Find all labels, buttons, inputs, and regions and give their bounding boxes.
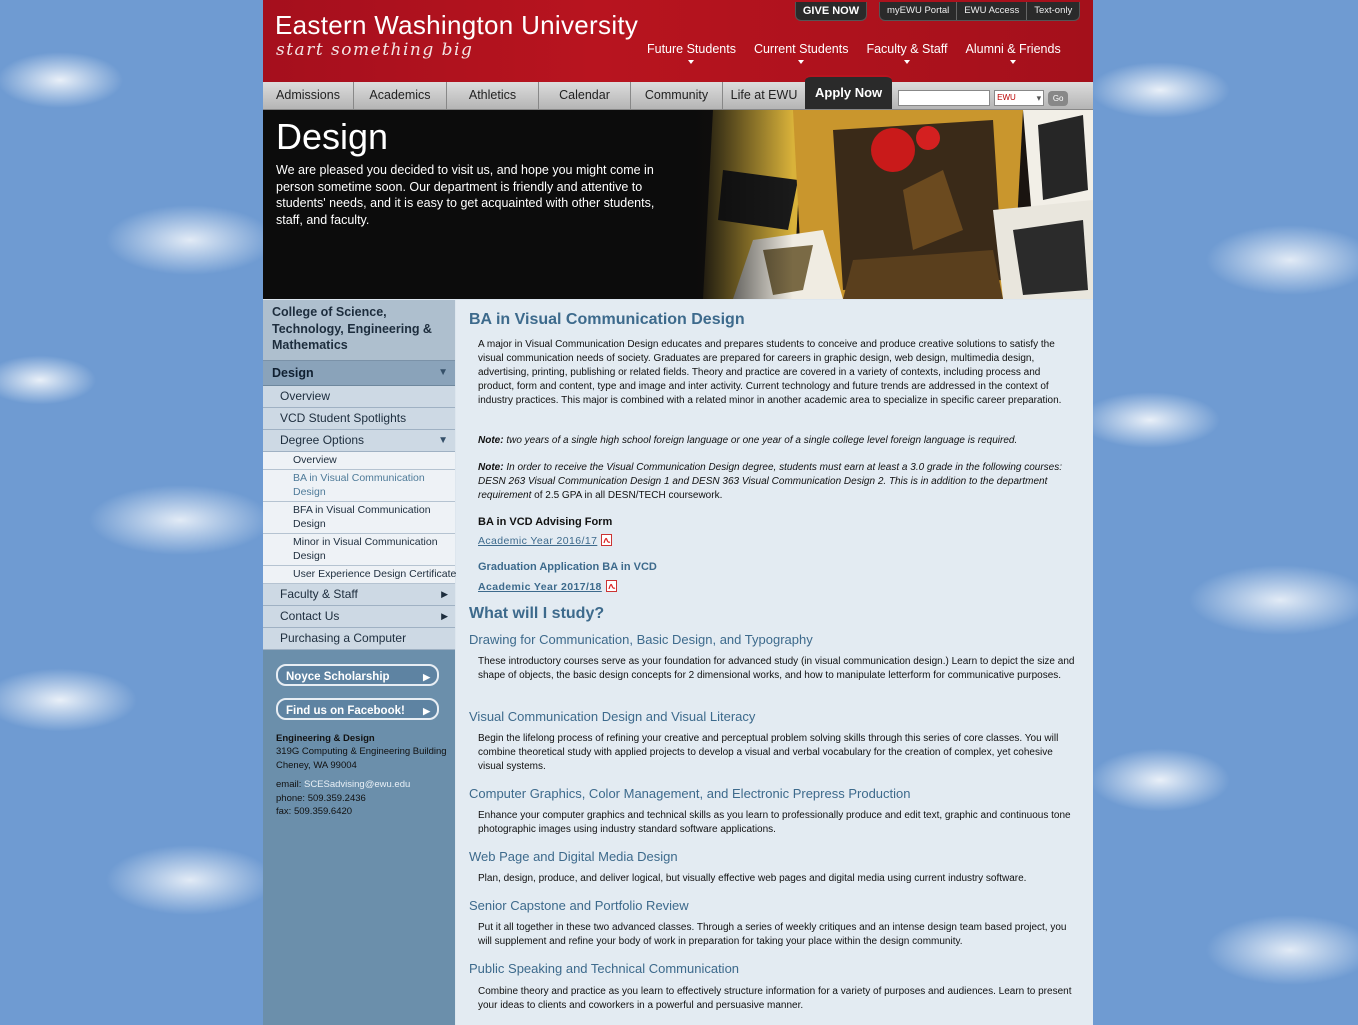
- pdf-icon: [601, 534, 612, 546]
- nav-community[interactable]: Community: [631, 82, 723, 109]
- utility-links: [879, 2, 1080, 21]
- note-1: [478, 434, 1078, 448]
- current-students-link[interactable]: Current Students: [754, 42, 849, 64]
- sidebar-item-faculty-staff[interactable]: [263, 584, 455, 606]
- link-label: Academic Year 2017/18: [478, 581, 602, 593]
- contact-address-line2: Cheney, WA 99004: [276, 759, 357, 771]
- future-students-link[interactable]: Future Students: [647, 42, 736, 64]
- search-go-button[interactable]: Go: [1048, 91, 1068, 106]
- section-text: Plan, design, produce, and deliver logical, but visually effective web pages and digital media using current industry software.: [478, 873, 1027, 884]
- sidebar-item-purchasing-computer[interactable]: Purchasing a Computer: [263, 628, 455, 650]
- note-text-tail: of 2.5 GPA in all DESN/TECH coursework.: [531, 490, 723, 501]
- sidebar-item-label: Design: [272, 365, 314, 380]
- faculty-staff-link[interactable]: Faculty & Staff: [866, 42, 947, 64]
- sidebar-subitem-overview[interactable]: Overview: [263, 452, 455, 470]
- sidebar: [263, 300, 455, 1025]
- university-logo[interactable]: Eastern Washington University: [275, 10, 639, 40]
- give-now-button[interactable]: GIVE NOW: [795, 2, 867, 21]
- sidebar-item-contact-us[interactable]: [263, 606, 455, 628]
- graduation-application-heading: Graduation Application BA in VCD: [478, 561, 657, 573]
- hero-banner: [263, 110, 1093, 299]
- section-title: Drawing for Communication, Basic Design, and Typography: [469, 632, 813, 647]
- button-label: Noyce Scholarship: [286, 670, 390, 683]
- hero-collage-image: [693, 110, 1093, 299]
- college-heading[interactable]: College of Science, Technology, Engineering & Mathematics: [263, 300, 455, 361]
- sidebar-item-overview[interactable]: Overview: [263, 386, 455, 408]
- email-label: email:: [276, 779, 302, 790]
- triangle-down-icon: ▼: [438, 434, 448, 446]
- nav-admissions[interactable]: Admissions: [263, 82, 354, 109]
- nav-calendar[interactable]: Calendar: [539, 82, 631, 109]
- play-arrow-icon: ▶: [423, 705, 430, 716]
- search-form: [898, 87, 1068, 109]
- section-title: Public Speaking and Technical Communication: [469, 961, 740, 976]
- search-input[interactable]: [898, 90, 990, 106]
- section-text: Enhance your computer graphics and technical skills as you learn to professionally produce and edit text, graphic and continuous tone photographic images using industry standard software applications.: [478, 810, 1071, 835]
- audience-nav: [647, 42, 1061, 64]
- section-title: Web Page and Digital Media Design: [469, 849, 678, 864]
- sidebar-item-label: Contact Us: [280, 608, 340, 623]
- note-2: [478, 461, 1078, 503]
- sidebar-subitem-bfa-vcd[interactable]: BFA in Visual Communication Design: [263, 502, 455, 534]
- hero-intro-text: We are pleased you decided to visit us, and hope you might come in person sometime soon. Our department is friendly and attentive to students' needs, and it is easy to get acquainted with other students, staff, and faculty.: [276, 163, 655, 227]
- graduation-application-link[interactable]: [478, 580, 617, 593]
- noyce-scholarship-button[interactable]: [276, 664, 439, 686]
- content-title: BA in Visual Communication Design: [469, 311, 745, 328]
- note-text: In order to receive the Visual Communication Design degree, students must earn at least a 3.0 grade in the following courses: DESN 263 Visual Communication Design 1 and DESN 363 Visual Communication Design 2. This is in addition to the department requirement: [478, 462, 1063, 501]
- sidebar-item-label: Degree Options: [280, 432, 365, 447]
- pdf-icon: [606, 580, 617, 592]
- site-header: [263, 0, 1093, 82]
- triangle-right-icon: ▶: [441, 610, 448, 621]
- note-text: two years of a single high school foreign language or one year of a single college level foreign language is required.: [503, 435, 1018, 446]
- advising-form-link[interactable]: [478, 534, 612, 547]
- play-arrow-icon: ▶: [423, 671, 430, 682]
- phone-text: phone: 509.359.2436: [276, 792, 366, 804]
- nav-life-at-ewu[interactable]: Life at EWU: [730, 88, 798, 102]
- text-only-link[interactable]: Text-only: [1034, 5, 1073, 16]
- tagline: start something big: [276, 40, 474, 60]
- study-heading: What will I study?: [469, 605, 605, 622]
- page-container: [263, 0, 1093, 1025]
- email-link[interactable]: SCESadvising@ewu.edu: [303, 779, 411, 790]
- button-label: Find us on Facebook!: [286, 704, 405, 717]
- contact-address-line1: 319G Computing & Engineering Building: [276, 746, 447, 757]
- fax-text: fax: 509.359.6420: [276, 806, 353, 817]
- triangle-right-icon: ▶: [441, 588, 448, 599]
- nav-athletics[interactable]: Athletics: [447, 82, 539, 109]
- apply-now-button[interactable]: Apply Now: [805, 75, 892, 109]
- note-label: Note:: [478, 462, 504, 473]
- contact-info: [276, 732, 455, 819]
- main-nav: [263, 82, 1093, 110]
- section-text: These introductory courses serve as your foundation for advanced study (in visual communication design.) Learn to depict the size and shape of objects, the basic design concepts for 2 dimensional works, and how to manipulate letterform for communicative purposes.: [478, 656, 1075, 681]
- note-label: Note:: [478, 435, 504, 446]
- sidebar-item-design[interactable]: [263, 361, 455, 386]
- sidebar-subitem-ba-vcd[interactable]: BA in Visual Communication Design: [263, 470, 455, 502]
- intro-paragraph: A major in Visual Communication Design educates and prepares students to conceive and produce creative solutions to satisfy the visual communication needs of society. Graduates are prepared for careers in graphic design, web design, multimedia design, advertising, printing, publishing or related fields. Theory and practice are covered in a variety of contexts, including process and product, form and content, type and image and inter activity. Current technology and future trends are addressed in the context of industry practices. This major is combined with a related minor in another academic area to specialize in specific career preparation.: [478, 339, 1062, 406]
- section-title: Computer Graphics, Color Management, and Electronic Prepress Production: [469, 786, 911, 801]
- sidebar-item-label: Faculty & Staff: [280, 586, 358, 601]
- sidebar-subitem-minor-vcd[interactable]: Minor in Visual Communication Design: [263, 534, 455, 566]
- triangle-down-icon: ▼: [438, 366, 448, 378]
- ewu-access-link[interactable]: EWU Access: [957, 2, 1027, 20]
- sidebar-subitem-ux-certificate[interactable]: User Experience Design Certificate: [263, 566, 455, 584]
- alumni-friends-link[interactable]: Alumni & Friends: [966, 42, 1061, 64]
- main-content: [456, 300, 1093, 1025]
- myewu-portal-link[interactable]: myEWU Portal: [880, 2, 957, 20]
- sidebar-item-degree-options[interactable]: [263, 430, 455, 452]
- section-text: Begin the lifelong process of refining your creative and perceptual problem solving skills through this series of core classes. You will combine theoretical study with applied projects to develop a visual and verbal vocabulary for the creation of complex, yet cohesive visual systems.: [478, 733, 1059, 772]
- link-label: Academic Year 2016/17: [478, 535, 598, 547]
- advising-form-heading: BA in VCD Advising Form: [478, 516, 613, 528]
- section-text: Put it all together in these two advanced classes. Through a series of weekly critiques and an intense design team based project, you will supplement and refine your body of work in preparation for taking your place within the design community.: [478, 922, 1067, 947]
- search-scope-select[interactable]: EWU ▾: [994, 90, 1044, 106]
- section-title: Senior Capstone and Portfolio Review: [469, 898, 689, 913]
- contact-name: Engineering & Design: [276, 732, 375, 744]
- page-title: Design: [276, 116, 389, 157]
- nav-academics[interactable]: Academics: [354, 82, 447, 109]
- section-title: Visual Communication Design and Visual Literacy: [469, 709, 756, 724]
- sidebar-item-vcd-spotlights[interactable]: VCD Student Spotlights: [263, 408, 455, 430]
- section-text: Combine theory and practice as you learn to effectively structure information for a variety of purposes and audiences. Learn to present your ideas to clients and coworkers in a powerful and persuasive manner.: [478, 986, 1072, 1011]
- facebook-button[interactable]: [276, 698, 439, 720]
